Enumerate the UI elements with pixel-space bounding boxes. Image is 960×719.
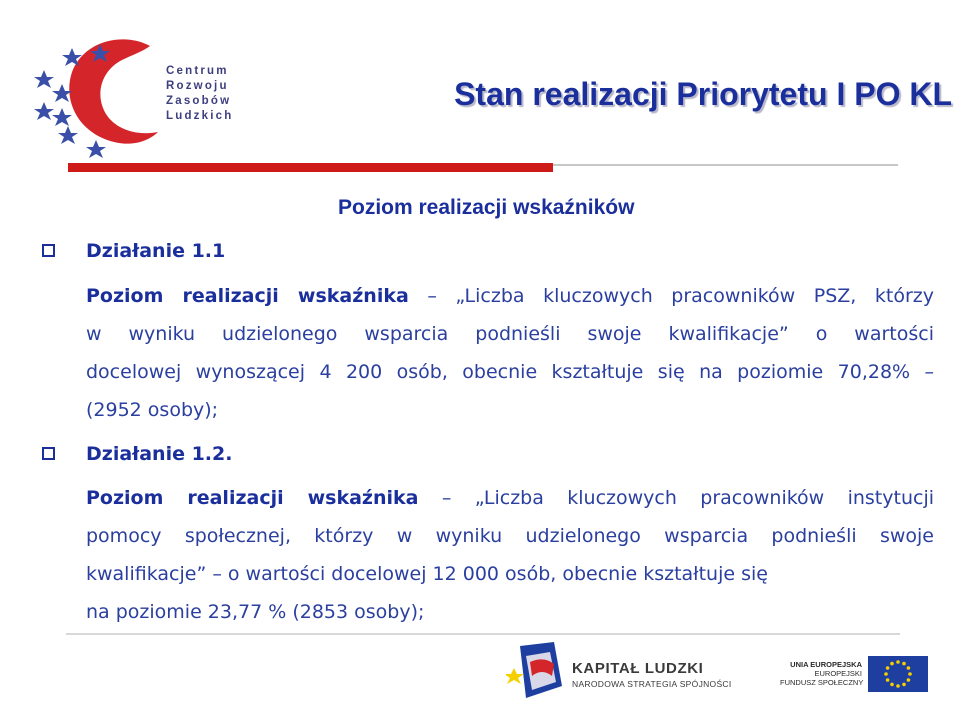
indicator-label: Poziom realizacji wskaźnika	[86, 285, 409, 307]
paragraph-line: w wyniku udzielonego wsparcia podnieśli swoje kwalifikacje” o wartości	[86, 323, 934, 345]
slide-title: Stan realizacji Priorytetu I PO KL	[454, 76, 952, 112]
eu-flag-icon	[868, 656, 928, 692]
paragraph-line	[86, 283, 934, 309]
logo-word: Centrum	[166, 65, 229, 77]
paragraph-line: kwalifikacje” – o wartości docelowej 12 000 osób, obecnie kształtuje się	[86, 563, 768, 585]
paragraph-line	[86, 485, 934, 511]
square-bullet-icon	[42, 244, 55, 257]
kapital-ludzki-name: KAPITAŁ LUDZKI	[572, 660, 704, 677]
header-rule-accent	[68, 163, 553, 172]
eu-text-line: EUROPEJSKI	[814, 669, 862, 678]
section-paragraph	[86, 283, 934, 435]
kapital-ludzki-logo-icon	[506, 642, 566, 698]
section-heading: Działanie 1.2.	[86, 443, 233, 465]
logo-word: Ludzkich	[166, 110, 234, 122]
crzl-logo	[22, 22, 288, 158]
section-heading: Działanie 1.1	[86, 240, 226, 262]
line-text: – „Liczba kluczowych pracowników PSZ, którzy	[408, 285, 934, 307]
eu-text-line: UNIA EUROPEJSKA	[790, 660, 862, 669]
slide-subtitle: Poziom realizacji wskaźników	[338, 196, 635, 219]
indicator-label: Poziom realizacji wskaźnika	[86, 487, 419, 509]
line-text: – „Liczba kluczowych pracowników instytucji	[418, 487, 935, 509]
paragraph-line: (2952 osoby);	[86, 399, 219, 421]
eu-text-line: FUNDUSZ SPOŁECZNY	[780, 678, 864, 687]
square-bullet-icon	[42, 447, 55, 460]
crzl-logo-text	[166, 64, 286, 124]
paragraph-line: docelowej wynoszącej 4 200 osób, obecnie kształtuje się na poziomie 70,28% –	[86, 361, 934, 383]
footer-rule	[66, 633, 900, 635]
eu-fund-text	[780, 660, 862, 687]
logo-word: Rozwoju	[166, 80, 229, 92]
paragraph-line: na poziomie 23,77 % (2853 osoby);	[86, 601, 425, 623]
kapital-ludzki-subtitle: NARODOWA STRATEGIA SPÓJNOŚCI	[572, 679, 732, 689]
logo-word: Zasobów	[166, 95, 232, 107]
section-paragraph	[86, 485, 934, 637]
paragraph-line: pomocy społecznej, którzy w wyniku udzielonego wsparcia podnieśli swoje	[86, 525, 934, 547]
